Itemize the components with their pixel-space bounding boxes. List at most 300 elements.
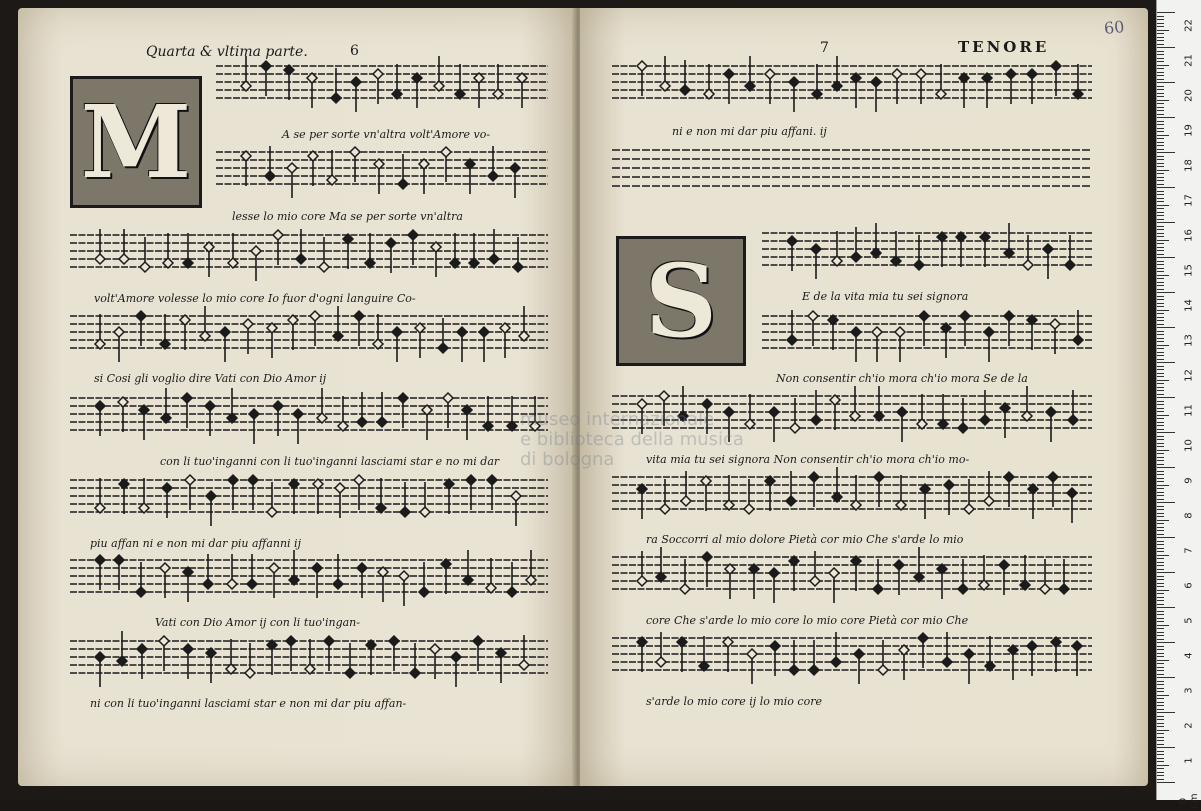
note-head: [786, 496, 796, 506]
ruler-tick: [1157, 145, 1164, 146]
ruler-tick: [1157, 114, 1164, 115]
ruler-tick: [1157, 614, 1164, 615]
staff-left-6: [70, 475, 548, 526]
note-head: [389, 636, 399, 646]
note-head: [787, 335, 797, 345]
note-head: [331, 93, 341, 103]
ruler-tick: [1157, 415, 1169, 416]
note-head: [1027, 69, 1037, 79]
note-head: [789, 665, 799, 675]
ruler-tick: [1157, 565, 1164, 566]
note-head: [377, 417, 387, 427]
ruler-tick: [1157, 695, 1169, 696]
note-head: [878, 665, 888, 675]
ruler-tick: [1157, 26, 1164, 27]
ruler-tick: [1157, 226, 1164, 227]
note-head: [95, 555, 105, 565]
ruler-tick: [1157, 194, 1164, 195]
note-head: [747, 649, 757, 659]
ruler-tick: [1157, 397, 1175, 398]
note-head: [441, 147, 451, 157]
note-head: [1048, 472, 1058, 482]
ruler-tick: [1157, 303, 1164, 304]
ruler-tick: [1157, 642, 1175, 643]
ruler-tick: [1157, 775, 1164, 776]
note-head: [324, 636, 334, 646]
note-head: [702, 552, 712, 562]
ruler-tick: [1157, 723, 1164, 724]
note-head: [1068, 415, 1078, 425]
note-head: [119, 254, 129, 264]
voice-part-label: TENORE: [958, 38, 1050, 56]
note-head: [457, 327, 467, 337]
note-head: [293, 409, 303, 419]
note-head: [354, 311, 364, 321]
ruler-tick: [1157, 523, 1164, 524]
note-head: [160, 563, 170, 573]
note-head: [206, 491, 216, 501]
ruler-tick: [1157, 527, 1164, 528]
ruler-tick: [1157, 425, 1164, 426]
ruler-tick: [1157, 156, 1164, 157]
ruler-tick: [1157, 726, 1164, 727]
ruler-label: 4: [1183, 652, 1195, 659]
ruler-tick: [1157, 72, 1164, 73]
note-head: [345, 668, 355, 678]
note-head: [249, 409, 259, 419]
ruler-tick: [1157, 488, 1164, 489]
ruler-tick: [1157, 23, 1164, 24]
ruler-tick: [1157, 730, 1169, 731]
note-head: [892, 69, 902, 79]
note-head: [227, 579, 237, 589]
ruler-tick: [1157, 198, 1164, 199]
ruler-tick: [1157, 408, 1164, 409]
lyric-line: si Cosi gli voglio dire Vati con Dio Amor ij: [94, 372, 327, 385]
ruler-tick: [1157, 534, 1164, 535]
note-head: [811, 244, 821, 254]
ruler-tick: [1157, 656, 1164, 657]
lyric-line: ra Soccorri al mio dolore Pietà cor mio Che s'arde lo mio: [646, 533, 964, 546]
ruler-tick: [1157, 292, 1175, 293]
ruler-label: 14: [1183, 299, 1195, 312]
ruler-tick: [1157, 471, 1164, 472]
staff-left-1: [216, 56, 548, 112]
ruler-label: 17: [1183, 194, 1195, 207]
ruler-tick: [1157, 289, 1164, 290]
ruler-tick: [1157, 663, 1164, 664]
ruler-tick: [1157, 551, 1164, 552]
note-head: [228, 475, 238, 485]
ruler-tick: [1157, 464, 1164, 465]
ruler-tick: [1157, 660, 1169, 661]
lyric-line: ni con li tuo'inganni lasciami star e non mi dar piu affan-: [90, 697, 407, 710]
note-head: [656, 657, 666, 667]
note-head: [872, 327, 882, 337]
note-head: [918, 633, 928, 643]
note-head: [95, 254, 105, 264]
staff-left-5: [70, 388, 548, 444]
note-head: [789, 77, 799, 87]
ruler-tick: [1157, 166, 1164, 167]
ruler-tick: [1157, 621, 1164, 622]
note-head: [942, 657, 952, 667]
note-head: [398, 393, 408, 403]
ruler-label: 0 cm: [1178, 793, 1200, 809]
ruler-tick: [1157, 177, 1164, 178]
note-head: [964, 504, 974, 514]
ruler-tick: [1157, 68, 1164, 69]
ruler-tick: [1157, 324, 1164, 325]
note-head: [1050, 319, 1060, 329]
lyric-line: lesse lo mio core Ma se per sorte vn'altra: [232, 210, 463, 223]
ruler-tick: [1157, 583, 1164, 584]
ruler-tick: [1157, 646, 1164, 647]
ruler-tick: [1157, 411, 1164, 412]
ruler-tick: [1157, 600, 1164, 601]
ruler-tick: [1157, 677, 1175, 678]
note-head: [999, 560, 1009, 570]
ruler-tick: [1157, 719, 1164, 720]
note-head: [1065, 260, 1075, 270]
ruler-tick: [1157, 131, 1164, 132]
ruler-tick: [1157, 19, 1164, 20]
note-head: [513, 262, 523, 272]
ruler-tick: [1157, 348, 1164, 349]
note-head: [443, 393, 453, 403]
staff-left-3: [70, 229, 548, 281]
ruler-label: 22: [1183, 19, 1195, 32]
ruler-tick: [1157, 467, 1175, 468]
note-head: [874, 472, 884, 482]
ruler-tick: [1157, 572, 1175, 573]
ruler-tick: [1157, 562, 1164, 563]
left-page-number: 6: [350, 43, 359, 59]
ruler-tick: [1157, 698, 1164, 699]
ruler-tick: [1157, 261, 1164, 262]
ruler-tick: [1157, 191, 1164, 192]
ruler-label: 7: [1183, 547, 1195, 554]
staff-left-4: [70, 306, 548, 362]
ruler-tick: [1157, 47, 1175, 48]
note-head: [964, 649, 974, 659]
lyric-line: s'arde lo mio core ij lo mio core: [646, 695, 822, 708]
note-head: [1043, 244, 1053, 254]
ruler-tick: [1157, 352, 1164, 353]
ruler-tick: [1157, 173, 1164, 174]
ruler-tick: [1157, 135, 1169, 136]
note-head: [451, 652, 461, 662]
note-head: [487, 475, 497, 485]
staff-left-2: [216, 146, 548, 198]
note-head: [808, 311, 818, 321]
lyric-line: con li tuo'inganni con li tuo'inganni lasciami star e no mi dar: [160, 455, 500, 468]
staff-left-7: [70, 550, 548, 606]
note-head: [958, 423, 968, 433]
note-head: [420, 507, 430, 517]
note-head: [984, 496, 994, 506]
note-head: [357, 563, 367, 573]
ruler-tick: [1157, 422, 1164, 423]
empty-staff: [612, 150, 1092, 186]
ruler-label: 19: [1183, 124, 1195, 137]
ruler-tick: [1157, 597, 1164, 598]
note-head: [1006, 69, 1016, 79]
lyric-line: Non consentir ch'io mora ch'io mora Se de la: [776, 372, 1028, 385]
ruler-label: 15: [1183, 264, 1195, 277]
ruler-tick: [1157, 310, 1169, 311]
lyric-line: A se per sorte vn'altra volt'Amore vo-: [282, 128, 491, 141]
note-head: [1051, 61, 1061, 71]
note-head: [136, 587, 146, 597]
ruler-tick: [1157, 30, 1169, 31]
note-head: [357, 417, 367, 427]
note-head: [895, 327, 905, 337]
ruler-tick: [1157, 320, 1164, 321]
note-head: [914, 260, 924, 270]
ruler-label: 21: [1183, 54, 1195, 67]
note-head: [519, 660, 529, 670]
note-head: [960, 311, 970, 321]
ruler-tick: [1157, 359, 1164, 360]
note-head: [243, 319, 253, 329]
ruler-tick: [1157, 282, 1164, 283]
note-head: [787, 236, 797, 246]
note-head: [296, 254, 306, 264]
ruler-tick: [1157, 758, 1164, 759]
note-head: [398, 179, 408, 189]
ruler-tick: [1157, 380, 1169, 381]
ruler-tick: [1157, 593, 1164, 594]
ruler-tick: [1157, 243, 1164, 244]
note-head: [854, 649, 864, 659]
ruler-tick: [1157, 779, 1164, 780]
note-head: [312, 563, 322, 573]
ruler-tick: [1157, 754, 1164, 755]
staff-left-8: [70, 631, 548, 687]
note-head: [660, 504, 670, 514]
ruler-tick: [1157, 65, 1169, 66]
ruler-label: 18: [1183, 159, 1195, 172]
ruler-tick: [1157, 128, 1164, 129]
ruler-tick: [1157, 733, 1164, 734]
ruler-label: 8: [1183, 512, 1195, 519]
ruler-tick: [1157, 44, 1164, 45]
ruler-tick: [1157, 691, 1164, 692]
ruler-tick: [1157, 247, 1164, 248]
ruler-tick: [1157, 355, 1164, 356]
ruler-tick: [1157, 107, 1164, 108]
pencil-folio-number: 60: [1103, 16, 1126, 39]
ruler-tick: [1157, 387, 1164, 388]
note-head: [248, 475, 258, 485]
ruler-tick: [1157, 457, 1164, 458]
ruler-tick: [1157, 450, 1169, 451]
note-head: [350, 147, 360, 157]
note-head: [205, 401, 215, 411]
note-head: [400, 507, 410, 517]
note-head: [637, 576, 647, 586]
ruler-tick: [1157, 702, 1164, 703]
ruler-tick: [1157, 604, 1164, 605]
ruler-tick: [1157, 513, 1164, 514]
ruler-tick: [1157, 429, 1164, 430]
note-head: [637, 399, 647, 409]
ruler-tick: [1157, 278, 1164, 279]
ruler-tick: [1157, 89, 1164, 90]
ruler-tick: [1157, 275, 1169, 276]
note-head: [744, 504, 754, 514]
initial-letter: M: [80, 83, 192, 201]
note-head: [873, 584, 883, 594]
ruler-tick: [1157, 782, 1175, 783]
ruler-tick: [1157, 40, 1164, 41]
note-head: [265, 171, 275, 181]
ruler-label: 12: [1183, 369, 1195, 382]
ruler-tick: [1157, 516, 1164, 517]
ruler-tick: [1157, 184, 1164, 185]
ruler-tick: [1157, 82, 1175, 83]
note-head: [286, 636, 296, 646]
note-head: [944, 480, 954, 490]
ruler-tick: [1157, 159, 1164, 160]
ruler-tick: [1157, 149, 1164, 150]
ruler-tick: [1157, 250, 1164, 251]
note-head: [479, 327, 489, 337]
lyric-line: vita mia tu sei signora Non consentir ch'io mora ch'io mo-: [646, 453, 970, 466]
note-head: [269, 563, 279, 573]
ruler-tick: [1157, 205, 1169, 206]
ruler-tick: [1157, 446, 1164, 447]
note-head: [245, 668, 255, 678]
note-head: [140, 262, 150, 272]
ruler-tick: [1157, 453, 1164, 454]
note-head: [831, 657, 841, 667]
ruler-tick: [1157, 285, 1164, 286]
ruler-tick: [1157, 124, 1164, 125]
note-head: [438, 343, 448, 353]
ruler-tick: [1157, 327, 1175, 328]
ruler-tick: [1157, 681, 1164, 682]
ruler-tick: [1157, 121, 1164, 122]
ruler-tick: [1157, 376, 1164, 377]
ruler-tick: [1157, 649, 1164, 650]
staff-right-2: [762, 223, 1092, 279]
lyric-line: E de la vita mia tu sei signora: [802, 290, 969, 303]
ruler-tick: [1157, 506, 1164, 507]
ruler-tick: [1157, 338, 1164, 339]
ruler-tick: [1157, 75, 1164, 76]
note-head: [680, 584, 690, 594]
ruler-tick: [1157, 639, 1164, 640]
ruler-tick: [1157, 110, 1164, 111]
lyric-line: Vati con Dio Amor ij con li tuo'ingan-: [155, 616, 360, 629]
note-head: [1067, 488, 1077, 498]
ruler-tick: [1157, 100, 1169, 101]
ruler-label: 2: [1183, 722, 1195, 729]
ruler-tick: [1157, 390, 1164, 391]
ruler-tick: [1157, 618, 1164, 619]
ruler-tick: [1157, 257, 1175, 258]
ruler-tick: [1157, 751, 1164, 752]
ruler-tick: [1157, 541, 1164, 542]
note-head: [507, 587, 517, 597]
ruler-tick: [1157, 436, 1164, 437]
ruler-tick: [1157, 688, 1164, 689]
note-head: [287, 163, 297, 173]
note-head: [919, 311, 929, 321]
ruler-tick: [1157, 254, 1164, 255]
ruler-tick: [1157, 394, 1164, 395]
lyric-line: volt'Amore volesse lo mio core Io fuor d'ogni languire Co-: [94, 292, 416, 305]
ruler-tick: [1157, 103, 1164, 104]
note-head: [511, 491, 521, 501]
ruler-tick: [1157, 481, 1164, 482]
note-head: [373, 69, 383, 79]
note-head: [488, 171, 498, 181]
note-head: [871, 77, 881, 87]
note-head: [702, 399, 712, 409]
note-head: [273, 230, 283, 240]
note-head: [251, 246, 261, 256]
ruler-tick: [1157, 716, 1164, 717]
ruler-tick: [1157, 268, 1164, 269]
note-head: [159, 636, 169, 646]
ruler-tick: [1157, 495, 1164, 496]
note-head: [392, 327, 402, 337]
ruler-tick: [1157, 569, 1164, 570]
ruler-tick: [1157, 586, 1164, 587]
note-head: [984, 327, 994, 337]
ruler-tick: [1157, 229, 1164, 230]
ruler-label: 3: [1183, 687, 1195, 694]
ruler-tick: [1157, 579, 1164, 580]
note-head: [185, 475, 195, 485]
note-head: [267, 507, 277, 517]
ruler-tick: [1157, 93, 1164, 94]
ruler-tick: [1157, 152, 1175, 153]
ruler-tick: [1157, 443, 1164, 444]
staff-right-1: [612, 56, 1092, 112]
note-head: [473, 636, 483, 646]
note-head: [410, 668, 420, 678]
ruler-tick: [1157, 737, 1164, 738]
ruler-tick: [1157, 607, 1175, 608]
ruler-tick: [1157, 548, 1164, 549]
note-head: [137, 644, 147, 654]
ruler-tick: [1157, 401, 1164, 402]
note-head: [162, 483, 172, 493]
ruler-tick: [1157, 761, 1164, 762]
ruler-label: 10: [1183, 439, 1195, 452]
ruler-tick: [1157, 313, 1164, 314]
ruler-tick: [1157, 299, 1164, 300]
note-head: [261, 61, 271, 71]
note-head: [335, 483, 345, 493]
ruler-tick: [1157, 345, 1169, 346]
ruler-tick: [1157, 492, 1164, 493]
note-head: [430, 644, 440, 654]
note-head: [183, 644, 193, 654]
ruler-tick: [1157, 222, 1175, 223]
ruler-tick: [1157, 61, 1164, 62]
ruler-tick: [1157, 219, 1164, 220]
ruler-tick: [1157, 474, 1164, 475]
ruler-tick: [1157, 712, 1175, 713]
ruler-label: 6: [1183, 582, 1195, 589]
ruler-tick: [1157, 432, 1175, 433]
watermark-line: museo internazionale: [520, 409, 715, 430]
